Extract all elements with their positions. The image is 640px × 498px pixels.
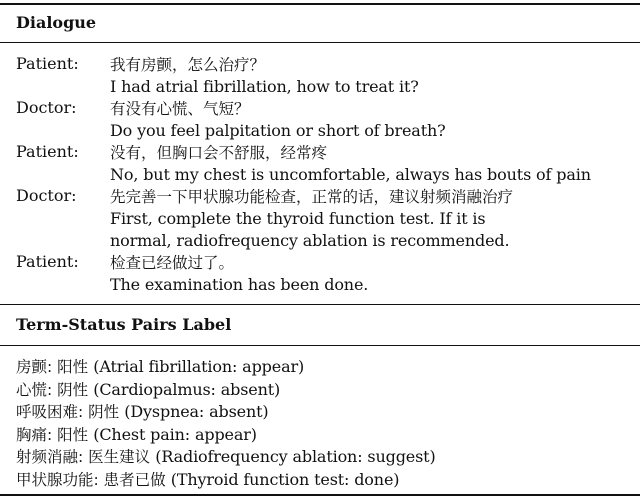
term-status-chinese: 心慌: 阴性 bbox=[16, 380, 89, 399]
utterance-english: First, complete the thyroid function test. If it is bbox=[110, 209, 486, 228]
dialogue-heading-rule bbox=[0, 42, 640, 43]
dialogue-heading: Dialogue bbox=[16, 13, 97, 32]
term-status-pair bbox=[16, 424, 436, 447]
utterance-english: I had atrial fibrillation, how to treat it? bbox=[110, 77, 419, 96]
utterance-chinese: 检查已经做过了。 bbox=[110, 254, 235, 272]
term-status-english: (Cardiopalmus: absent) bbox=[93, 379, 281, 399]
term-status-english: (Thyroid function test: done) bbox=[170, 469, 400, 489]
term-status-chinese: 房颤: 阳性 bbox=[16, 358, 89, 376]
speaker-label: Patient: bbox=[16, 252, 79, 271]
labels-heading-rule bbox=[0, 345, 640, 346]
speaker-label: Doctor: bbox=[16, 186, 77, 205]
utterance-english: No, but my chest is uncomfortable, always has bouts of pain bbox=[110, 165, 591, 184]
term-status-english: (Chest pain: appear) bbox=[93, 424, 257, 444]
utterance-english: The examination has been done. bbox=[110, 275, 369, 294]
speaker-label: Patient: bbox=[16, 142, 79, 161]
utterance-english: normal, radiofrequency ablation is recommended. bbox=[110, 231, 510, 250]
utterance-chinese: 我有房颤，怎么治疗？ bbox=[110, 56, 266, 74]
term-status-chinese: 胸痛: 阳性 bbox=[16, 425, 89, 444]
utterance-chinese: 先完善一下甲状腺功能检查，正常的话，建议射频消融治疗 bbox=[110, 188, 514, 206]
term-status-pair bbox=[16, 356, 436, 379]
term-status-chinese: 呼吸困难: 阴性 bbox=[16, 403, 120, 421]
utterance-english: Do you feel palpitation or short of breath? bbox=[110, 121, 446, 140]
speaker-label: Patient: bbox=[16, 54, 79, 73]
labels-heading: Term-Status Pairs Label bbox=[16, 315, 232, 334]
term-status-english: (Radiofrequency ablation: suggest) bbox=[155, 447, 436, 466]
term-status-list bbox=[16, 356, 436, 491]
term-status-pair bbox=[16, 401, 436, 424]
term-status-english: (Atrial fibrillation: appear) bbox=[93, 357, 305, 376]
term-status-pair bbox=[16, 379, 436, 402]
term-status-pair bbox=[16, 469, 436, 492]
bottom-rule bbox=[0, 494, 640, 496]
speaker-label: Doctor: bbox=[16, 98, 77, 117]
term-status-chinese: 射频消融: 医生建议 bbox=[16, 448, 151, 466]
term-status-pair bbox=[16, 446, 436, 469]
top-rule bbox=[0, 3, 640, 5]
term-status-english: (Dyspnea: absent) bbox=[124, 402, 269, 421]
term-status-chinese: 甲状腺功能: 患者已做 bbox=[16, 470, 166, 489]
utterance-chinese: 没有，但胸口会不舒服，经常疼 bbox=[110, 144, 328, 162]
utterance-chinese: 有没有心慌、气短？ bbox=[110, 100, 250, 118]
section-divider-rule bbox=[0, 304, 640, 305]
